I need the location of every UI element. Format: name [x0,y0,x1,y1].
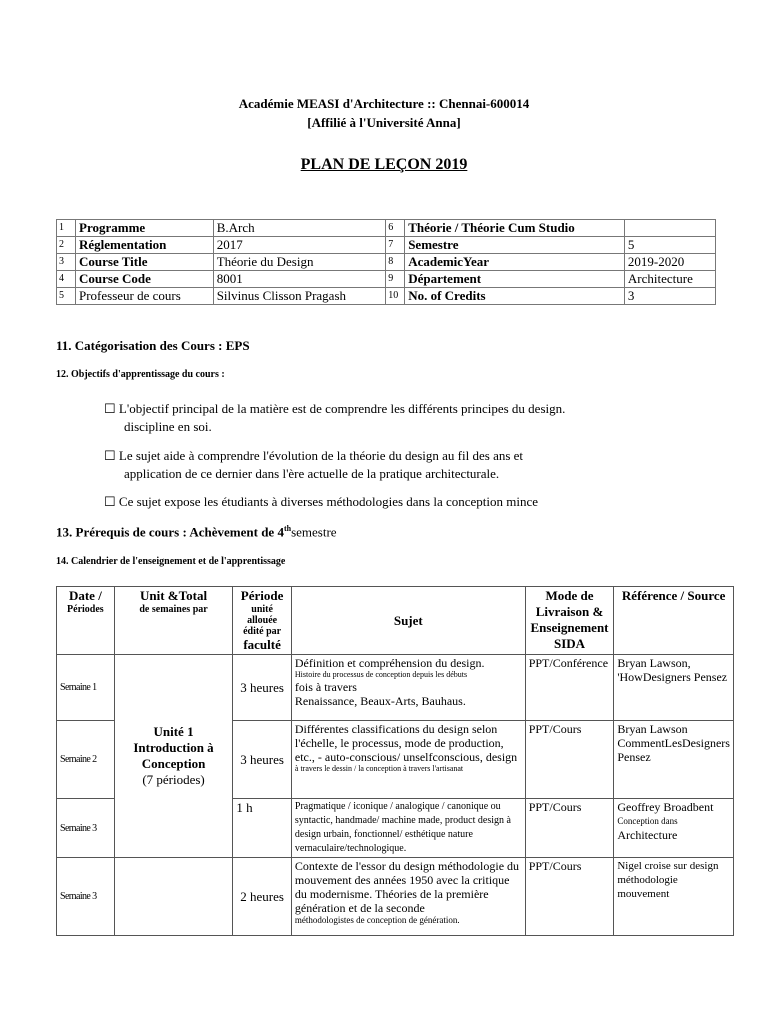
course-info-table [56,219,716,305]
col-unit-sub: de semaines par [139,604,208,615]
info-row [57,254,716,271]
field-value: 5 [624,237,715,254]
subject-note: à travers le dessin / la conception à travers l'artisanat [294,764,464,773]
objective-item [104,400,704,436]
objective-line: discipline en soi. [124,419,212,434]
ref-cell: Bryan Lawson, 'HowDesigners Pensez [614,655,734,721]
unit-cell [114,655,233,858]
subject-cell [291,858,525,936]
field-label: Professeur de cours [76,288,214,305]
field-label: Théorie / Théorie Cum Studio [405,220,625,237]
col-unit-label: Unit &Total [140,588,208,603]
week-cell: Semaine 2 [57,721,115,799]
subject-cell: Pragmatique / iconique / analogique / canonique ou syntactic, handmade/ machine made, product design à design urbain, fonctionnel/ esthétique nature vernaculaire/technologique. [291,799,525,858]
row-number: 10 [386,288,405,305]
week-cell: Semaine 3 [57,858,115,936]
unit-title: Unité 1 [153,724,194,739]
hours-cell: 3 heures [233,721,292,799]
row-number: 6 [386,220,405,237]
hours-cell: 3 heures [233,655,292,721]
col-periode [233,587,292,655]
objective-line: Ce sujet expose les étudiants à diverses méthodologies dans la conception mince [115,494,539,509]
subject-text: Contexte de l'essor du design méthodologie du mouvement des années 1950 avec la critique du modernisme. Théories de la première génération et de la seconde [294,859,520,915]
field-value [624,220,715,237]
subject-note: Histoire du processus de conception depuis les débuts [294,670,468,679]
col-unit [114,587,233,655]
unit-subtitle: Introduction à [133,740,214,755]
mode-cell: PPT/Cours [525,721,614,799]
row-number: 7 [386,237,405,254]
objectives-heading: 12. Objectifs d'apprentissage du cours : [56,369,225,380]
objective-line: L'objectif principal de la matière est de comprendre les différents principes du design. [115,401,566,416]
week-cell: Semaine 1 [57,655,115,721]
table-row [57,858,734,936]
hours-cell: 2 heures [233,858,292,936]
col-date [57,587,115,655]
checkbox-icon: ☐ [104,448,116,463]
ref-cell [614,799,734,858]
week-cell: Semaine 3 [57,799,115,858]
col-sujet: Sujet [291,587,525,655]
checkbox-icon: ☐ [104,401,116,416]
field-value: B.Arch [213,220,385,237]
col-date-label: Date / [68,588,102,603]
field-label: Semestre [405,237,625,254]
row-number: 5 [57,288,76,305]
field-label: Course Code [76,271,214,288]
affiliation: [Affilié à l'Université Anna] [307,115,461,130]
field-label: No. of Credits [405,288,625,305]
col-ref: Référence / Source [614,587,734,655]
info-row [57,271,716,288]
subject-cell [291,721,525,799]
hours-cell: 1 h [233,799,292,858]
subject-note: méthodologistes de conception de génération. [294,915,460,925]
field-value: Théorie du Design [213,254,385,271]
table-row [57,655,734,721]
col-periode-sub: unité allouée édité par [243,604,282,637]
col-date-sub: Périodes [67,604,104,615]
field-value: 8001 [213,271,385,288]
subject-cell [291,655,525,721]
field-label: Programme [76,220,214,237]
unit-cell-empty [114,858,233,936]
field-value: Architecture [624,271,715,288]
subject-text: Définition et compréhension du design. [294,656,485,670]
objective-item [104,447,704,483]
prerequisites-text: 13. Prérequis de cours : Achèvement de 4 [56,524,284,540]
mode-cell: PPT/Cours [525,858,614,936]
info-row [57,237,716,254]
page-title: PLAN DE LEÇON 2019 [300,156,468,173]
field-value: Silvinus Clisson Pragash [213,288,385,305]
subject-text: Différentes classifications du design selon l'échelle, le processus, mode de production, etc., - auto-conscious/ unselfconscious, design [294,722,518,764]
ref-text: Geoffrey Broadbent [617,800,714,814]
row-number: 4 [57,271,76,288]
row-number: 2 [57,237,76,254]
objective-line: Le sujet aide à comprendre l'évolution de la théorie du design au fil des ans et [115,448,524,463]
objective-line: application de ce dernier dans l'ère actuelle de la pratique architecturale. [124,466,500,481]
ref-cell: Nigel croise sur design méthodologie mouvement [614,858,734,936]
field-label: Réglementation [76,237,214,254]
subject-text: fois à travers Renaissance, Beaux-Arts, Bauhaus. [294,680,466,708]
unit-periods: (7 périodes) [142,772,205,787]
ref-text: Conception dans [617,816,678,826]
row-number: 9 [386,271,405,288]
objective-item [104,493,704,511]
ref-text: Architecture [617,828,678,842]
field-label: Département [405,271,625,288]
ordinal-suffix: th [283,524,292,533]
schedule-table [56,586,734,936]
schedule-heading: 14. Calendrier de l'enseignement et de l'apprentissage [56,556,286,567]
info-row [57,288,716,305]
row-number: 3 [57,254,76,271]
prerequisites [56,524,337,540]
field-value: 3 [624,288,715,305]
row-number: 8 [386,254,405,271]
unit-subtitle: Conception [141,756,206,771]
col-periode-label: Période [240,588,284,603]
field-value: 2019-2020 [624,254,715,271]
checkbox-icon: ☐ [104,494,116,509]
mode-cell: PPT/Conférence [525,655,614,721]
prerequisites-suffix: semestre [291,524,337,540]
institution-name: Académie MEASI d'Architecture :: Chennai-600014 [238,96,530,111]
field-label: AcademicYear [405,254,625,271]
ref-cell: Bryan Lawson CommentLesDesigners Pensez [614,721,734,799]
info-row [57,220,716,237]
col-mode: Mode de Livraison & Enseignement SIDA [525,587,614,655]
col-periode-sub2: faculté [243,637,281,652]
field-label: Course Title [76,254,214,271]
schedule-header-row [57,587,734,655]
mode-cell: PPT/Cours [525,799,614,858]
row-number: 1 [57,220,76,237]
course-category: 11. Catégorisation des Cours : EPS [56,338,250,353]
field-value: 2017 [213,237,385,254]
